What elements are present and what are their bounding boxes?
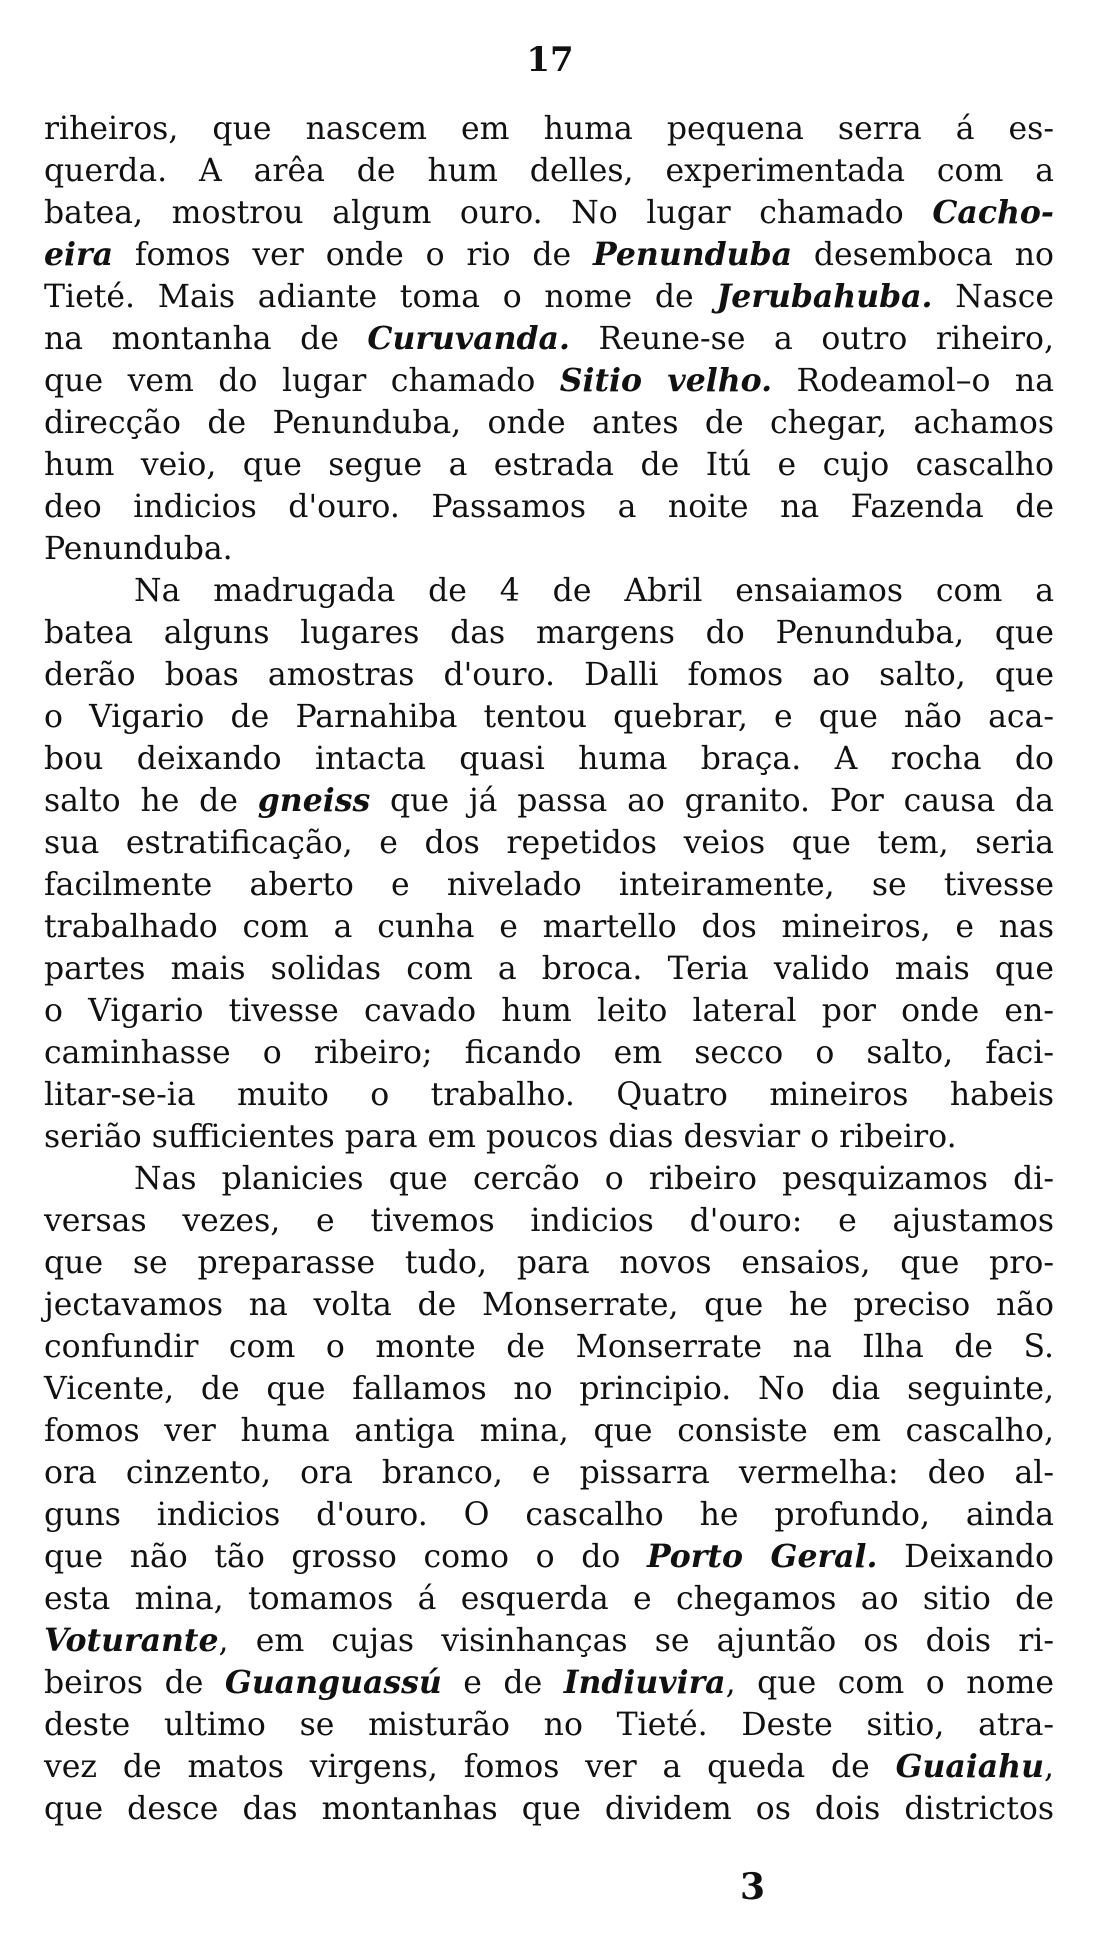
text-line: [44, 654, 1054, 696]
text-segment: ora cinzento, ora branco, e pissarra vermelha: deo al-: [44, 1455, 1054, 1491]
text-segment: versas vezes, e tivemos indicios d'ouro: e ajustamos: [44, 1203, 1054, 1239]
text-line: [44, 570, 1054, 612]
text-segment: batea, mostrou algum ouro. No lugar chamado: [44, 195, 933, 231]
signature-mark: 3: [740, 1866, 766, 1908]
body-text: [44, 108, 1054, 1830]
italic-term: Porto Geral.: [646, 1538, 878, 1575]
text-segment: Penunduba.: [44, 531, 233, 567]
text-segment: que não tão grosso como o do: [44, 1539, 647, 1575]
text-line: [44, 108, 1054, 150]
text-line: [44, 1536, 1054, 1578]
text-segment: trabalhado com a cunha e martello dos mineiros, e nas: [44, 909, 1054, 945]
text-line: [44, 990, 1054, 1032]
italic-term: Sitio velho.: [559, 362, 773, 399]
text-segment: que já passa ao granito. Por causa da: [370, 783, 1055, 819]
text-line: [44, 1200, 1054, 1242]
text-line: [44, 1032, 1054, 1074]
text-line: [44, 822, 1054, 864]
text-segment: querda. A arêa de hum delles, experimentada com a: [44, 153, 1054, 189]
text-segment: jectavamos na volta de Monserrate, que he preciso não: [44, 1287, 1054, 1323]
text-segment: guns indicios d'ouro. O cascalho he profundo, ainda: [44, 1497, 1054, 1533]
text-segment: deste ultimo se misturão no Tieté. Deste sitio, atra-: [44, 1707, 1054, 1743]
text-line: [44, 1326, 1054, 1368]
text-segment: e de: [441, 1665, 564, 1701]
text-line: [44, 612, 1054, 654]
text-line: [44, 1410, 1054, 1452]
text-segment: caminhasse o ribeiro; ficando em secco o salto, faci-: [44, 1035, 1054, 1071]
italic-term: Penunduba: [593, 236, 792, 273]
text-segment: facilmente aberto e nivelado inteiramente, se tivesse: [44, 867, 1054, 903]
text-segment: Na madrugada de 4 de Abril ensaiamos com a: [134, 573, 1054, 609]
text-segment: fomos ver onde o rio de: [113, 237, 594, 273]
text-segment: riheiros, que nascem em huma pequena serra á es-: [44, 111, 1054, 147]
text-segment: que desce das montanhas que dividem os dois districtos: [44, 1791, 1054, 1827]
text-segment: batea alguns lugares das margens do Penunduba, que: [44, 615, 1054, 651]
text-segment: esta mina, tomamos á esquerda e chegamos ao sitio de: [44, 1581, 1054, 1617]
text-segment: partes mais solidas com a broca. Teria valido mais que: [44, 951, 1054, 987]
text-segment: salto he de: [44, 783, 258, 819]
text-segment: hum veio, que segue a estrada de Itú e cujo cascalho: [44, 447, 1054, 483]
text-line: [44, 192, 1054, 234]
text-segment: derão boas amostras d'ouro. Dalli fomos ao salto, que: [44, 657, 1054, 693]
text-segment: bou deixando intacta quasi huma braça. A rocha do: [44, 741, 1054, 777]
italic-term: Guanguassú: [224, 1664, 442, 1701]
text-segment: que vem do lugar chamado: [44, 363, 560, 399]
italic-term: Indiuvira: [563, 1664, 726, 1701]
italic-term: Jerubahuba.: [716, 278, 933, 315]
text-line: [44, 780, 1054, 822]
text-line: [44, 696, 1054, 738]
text-line: [44, 486, 1054, 528]
text-segment: Deixando: [877, 1539, 1054, 1575]
italic-term: Guaiahu: [895, 1748, 1044, 1785]
text-line: [44, 318, 1054, 360]
text-segment: , em cujas visinhanças se ajuntão os dois ri-: [218, 1623, 1054, 1659]
italic-term: gneiss: [257, 782, 371, 819]
text-line: [44, 276, 1054, 318]
text-segment: que se preparasse tudo, para novos ensaios, que pro-: [44, 1245, 1054, 1281]
text-line: [44, 528, 1054, 570]
text-line: [44, 1662, 1054, 1704]
text-segment: Nasce: [932, 279, 1054, 315]
text-line: [44, 1578, 1054, 1620]
text-line: [44, 906, 1054, 948]
text-segment: na montanha de: [44, 321, 368, 357]
text-segment: desemboca no: [792, 237, 1054, 273]
text-segment: o Vigario tivesse cavado hum leito lateral por onde en-: [44, 993, 1054, 1029]
text-line: [44, 1074, 1054, 1116]
text-line: [44, 1620, 1054, 1662]
text-segment: Rodeamol–o na: [772, 363, 1054, 399]
text-line: [44, 1116, 1054, 1158]
text-segment: litar-se-ia muito o trabalho. Quatro mineiros habeis: [44, 1077, 1054, 1113]
text-segment: confundir com o monte de Monserrate na Ilha de S.: [44, 1329, 1054, 1365]
text-segment: Reune-se a outro riheiro,: [569, 321, 1054, 357]
text-line: [44, 1452, 1054, 1494]
text-line: [44, 402, 1054, 444]
text-segment: serião sufficientes para em poucos dias desviar o ribeiro.: [44, 1119, 957, 1155]
text-segment: beiros de: [44, 1665, 225, 1701]
text-segment: , que com o nome: [725, 1665, 1054, 1701]
text-segment: fomos ver huma antiga mina, que consiste em cascalho,: [44, 1413, 1054, 1449]
text-line: [44, 1242, 1054, 1284]
page-number: 17: [526, 40, 574, 80]
text-segment: ,: [1043, 1749, 1054, 1785]
text-line: [44, 360, 1054, 402]
text-segment: vez de matos virgens, fomos ver a queda de: [44, 1749, 896, 1785]
text-line: [44, 1704, 1054, 1746]
italic-term: Curuvanda.: [367, 320, 570, 357]
text-line: [44, 1284, 1054, 1326]
text-line: [44, 150, 1054, 192]
text-line: [44, 1368, 1054, 1410]
text-segment: deo indicios d'ouro. Passamos a noite na Fazenda de: [44, 489, 1054, 525]
italic-term: Cacho-: [932, 194, 1054, 231]
text-line: [44, 738, 1054, 780]
text-line: [44, 948, 1054, 990]
text-line: [44, 234, 1054, 276]
text-line: [44, 444, 1054, 486]
text-segment: Tieté. Mais adiante toma o nome de: [44, 279, 717, 315]
text-line: [44, 1494, 1054, 1536]
text-segment: Nas planicies que cercão o ribeiro pesquizamos di-: [134, 1161, 1054, 1197]
italic-term: eira: [44, 236, 114, 273]
text-segment: Vicente, de que fallamos no principio. No dia seguinte,: [44, 1371, 1054, 1407]
text-line: [44, 864, 1054, 906]
text-line: [44, 1788, 1054, 1830]
text-segment: o Vigario de Parnahiba tentou quebrar, e que não aca-: [44, 699, 1054, 735]
text-segment: sua estratificação, e dos repetidos veios que tem, seria: [44, 825, 1054, 861]
text-line: [44, 1158, 1054, 1200]
italic-term: Voturante: [44, 1622, 219, 1659]
text-segment: direcção de Penunduba, onde antes de chegar, achamos: [44, 405, 1054, 441]
text-line: [44, 1746, 1054, 1788]
